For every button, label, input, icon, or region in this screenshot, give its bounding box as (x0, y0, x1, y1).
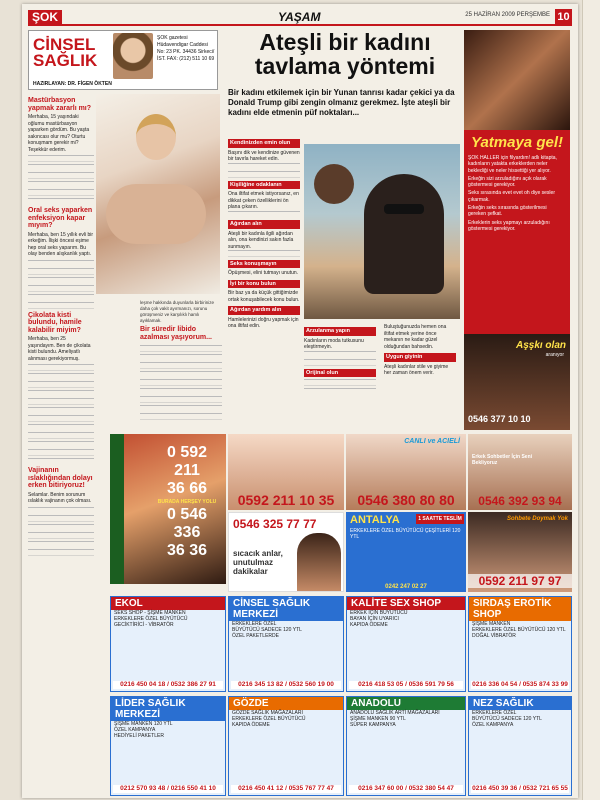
issue-date: 25 HAZİRAN 2009 PERŞEMBE (465, 12, 550, 18)
ad-hotline-c: CANLI ve ACIELİ 0546 380 80 80 (346, 434, 466, 510)
promo-ad: Aşşkı olan aranıyor 0546 377 10 10 (464, 334, 570, 430)
promo-body: ŞOK HALLER için filyardım! adlı kitapta, kadınların yatakta erkeklerden neler beklediği ve neler hissettiği yer alıyor. Erkeğin sizi arzuladığını açık olarak göstermesi gerekiyor. Seks sırasında evet evet oh diye sesler çıkarmak. Erkeğin seks sırasında gösterilmesi gereken şefkat. Erkeklerin seks yapmayı arzuladığını göstermesi gerekiyor. (468, 155, 557, 232)
ad-box-sirdas: SIRDAŞ EROTİK SHOP ŞİŞME MANKEN ERKEKLERE ÖZEL BÜYÜTÜCÜ 120 YTL DOĞAL VİBRATÖR 0216 336 04 54 / 0535 874 33 99 (468, 596, 572, 692)
ad-hotline-b: 0592 211 10 35 (228, 434, 344, 510)
masthead (28, 10, 572, 26)
ad-hotline-d: Erkek Sohbetler İçin Seni Bekliyoruz 0546 392 93 94 (468, 434, 572, 510)
question-heading: Çikolata kisti bulundu, hamile kalabilir miyim? (28, 311, 82, 334)
ad-hotline-a: 0 592 211 36 66 BURADA HERŞEY YOLU 0 546 336 36 36 (110, 434, 226, 584)
question-heading: Mastürbasyon yapmak zararlı mı? (28, 97, 92, 112)
section-title: YAŞAM (278, 10, 321, 24)
column-address: ŞOK gazetesi Hüdavendigar Caddesi No: 23 PK. 34436 Sirkeci/İST. FAX: (212) 511 10 69 (157, 35, 215, 62)
ad-box-kalite: KALİTE SEX SHOP ERKEK İÇİN BÜYÜTÜCÜ BAYAN İÇİN UYARICI KAPIDA ÖDEME 0216 418 53 05 / 0536 591 79 56 (346, 596, 466, 692)
ad-box-lider: LİDER SAĞLIK MERKEZİ ŞİŞME MANKEN 120 YTL ÖZEL KAMPANYA HEDİYELİ PAKETLER 0212 570 93 48 / 0216 550 41 10 (110, 696, 226, 796)
newspaper-page (22, 4, 578, 798)
question-text: Merhaba, ben 25 yaşındayım. Ben de çikolata kisti bulundu. Ameliyatlı alınması gerekiyormuş. (28, 336, 91, 362)
column-header-box (28, 30, 218, 90)
article-column-2: Arzulanma yapın Kadınların moda tutkusunu eleştirmeyin. Orijinal olun (304, 324, 376, 432)
column-title: CİNSEL SAĞLIK (33, 35, 98, 70)
column-author: HAZIRLAYAN: DR. FİGEN ÖKTEN (33, 81, 112, 87)
page-number: 10 (555, 9, 572, 25)
ad-box-nez: NEZ SAĞLIK ERKEKLERE ÖZEL BÜYÜTÜCÜ SADECE 120 YTL ÖZEL KAMPANYA 0216 450 39 36 / 0532 721 65 55 (468, 696, 572, 796)
sok-logo: ŞOK (28, 10, 62, 24)
promo-phone: 0546 377 10 10 (468, 414, 531, 424)
article-column-3: Buluştuğunuzda hemen ona iltifat etmek yerine önce mekanın ne kadar güzel olduğundan bahsedin. Uygun giyinin Ateşli kadınlar stile ve giyime her zaman önem verir. (384, 324, 456, 432)
article-photo (304, 144, 460, 319)
question-heading: Vajinanın ıslaklığından dolayı erken bitiriyoruz! (28, 467, 93, 489)
question-text: Merhaba, 15 yaşındaki oğlumu mastürbasyon yaparken gördüm. Bu yaşta sakıncası olur mu? Oturtu konuşmam gerekir mi? Teşekkür ederim. (28, 114, 90, 153)
ad-box-ekol: EKOL SEKS SHOP - ŞİŞME MANKEN ERKEKLERE ÖZEL BÜYÜTÜCÜ GECİKTİRİCİ - VİBRATÖR 0216 450 04 18 / 0532 386 27 91 (110, 596, 226, 692)
question-text: Selamlar. Benim sorunum ıslaklık vajinanın çok olması. (28, 491, 92, 504)
article-column-1: Kendinizden emin olun Başını dik ve kendinize güvenen bir tavırla hareket edin. Kişiliğine odaklanın Ona iltifat etmek istiyorsanız, en dikkat çeken özelliklerini ön plana çıkarın. Ağırdan alın Ateşli bir kadınla ilgili ağırdan alın, ona kendinizi sakın fazla sunmayın. Seks konuşmayın Öpüşmesi, elini tutmayı unutun. İyi bir konu bulun Bir baz ya da küçük gittiğimizde ortak konuşabilecek konu bulun. Ağırdan yardım alın Hamlelerinizi doğru yapmak için ona iltifat edin. (228, 140, 300, 329)
column-photo (96, 94, 220, 294)
article-headline: Ateşli bir kadını tavlama yöntemi (254, 29, 436, 79)
next-page-edge (582, 0, 600, 800)
qa-column (28, 94, 94, 794)
question-text: Merhaba, ben 15 yıllık evli bir erkeğim. İlişki öncesi eşime hep oral seks yaparım. Bu olay benden alışkanlık yaptı. (28, 231, 94, 257)
promo-photo (464, 30, 570, 130)
ad-box-cinsel-saglik: CİNSEL SAĞLIK MERKEZİ ERKEKLERE ÖZEL BÜYÜTÜCÜ SADECE 120 YTL ÖZEL PAKETLERDE 0216 345 13 82 / 0532 560 19 00 (228, 596, 344, 692)
ad-hotline-e: 0546 325 77 77 sıcacık anlar, unutulmaz dakikalar (228, 512, 344, 592)
photo-caption: leşme hakkında duyunlarla birbirinize daha çok vakit ayırmanızı, sorunu görüşmeniz ve karşılıklı hamlı ayıklamak. (140, 300, 215, 323)
ad-box-anadolu: ANADOLU ANADOLU SAĞLIK ARTİ MAĞAZALARI ŞİŞME MANKEN 90 YTL SÜPER KAMPANYA 0216 347 60 00 / 0532 380 54 47 (346, 696, 466, 796)
author-portrait (113, 33, 153, 79)
ad-box-gozde: GÖZDE GÖZDE SAĞLIK MAĞAZALARI ERKEKLERE ÖZEL BÜYÜTÜCÜ KAPIDA ÖDEME 0216 450 41 12 / 0535 767 77 47 (228, 696, 344, 796)
ad-antalya: ANTALYA 1 SAATTE TESLİM ERKEKLERE ÖZEL BÜYÜTÜCÜ ÇEŞİTLERİ 120 YTL 0242 247 02 27 (346, 512, 466, 592)
ad-hotline-g: Sohbete Doymak Yok 0592 211 97 97 (468, 512, 572, 592)
middle-subhead: Bir süredir libido azalması yaşıyorum... (140, 326, 222, 422)
question-heading: Oral seks yaparken enfeksiyon kapar mıyım? (28, 207, 93, 229)
article-deck: Bir kadını etkilemek için bir Yunan tanrısı kadar çekici ya da Donald Trump gibi zengin olmanız gerekmez. İşte ateşli bir kadını elde etmenin püf noktaları... (228, 88, 455, 117)
promo-title: Yatmaya gel! (471, 134, 563, 151)
